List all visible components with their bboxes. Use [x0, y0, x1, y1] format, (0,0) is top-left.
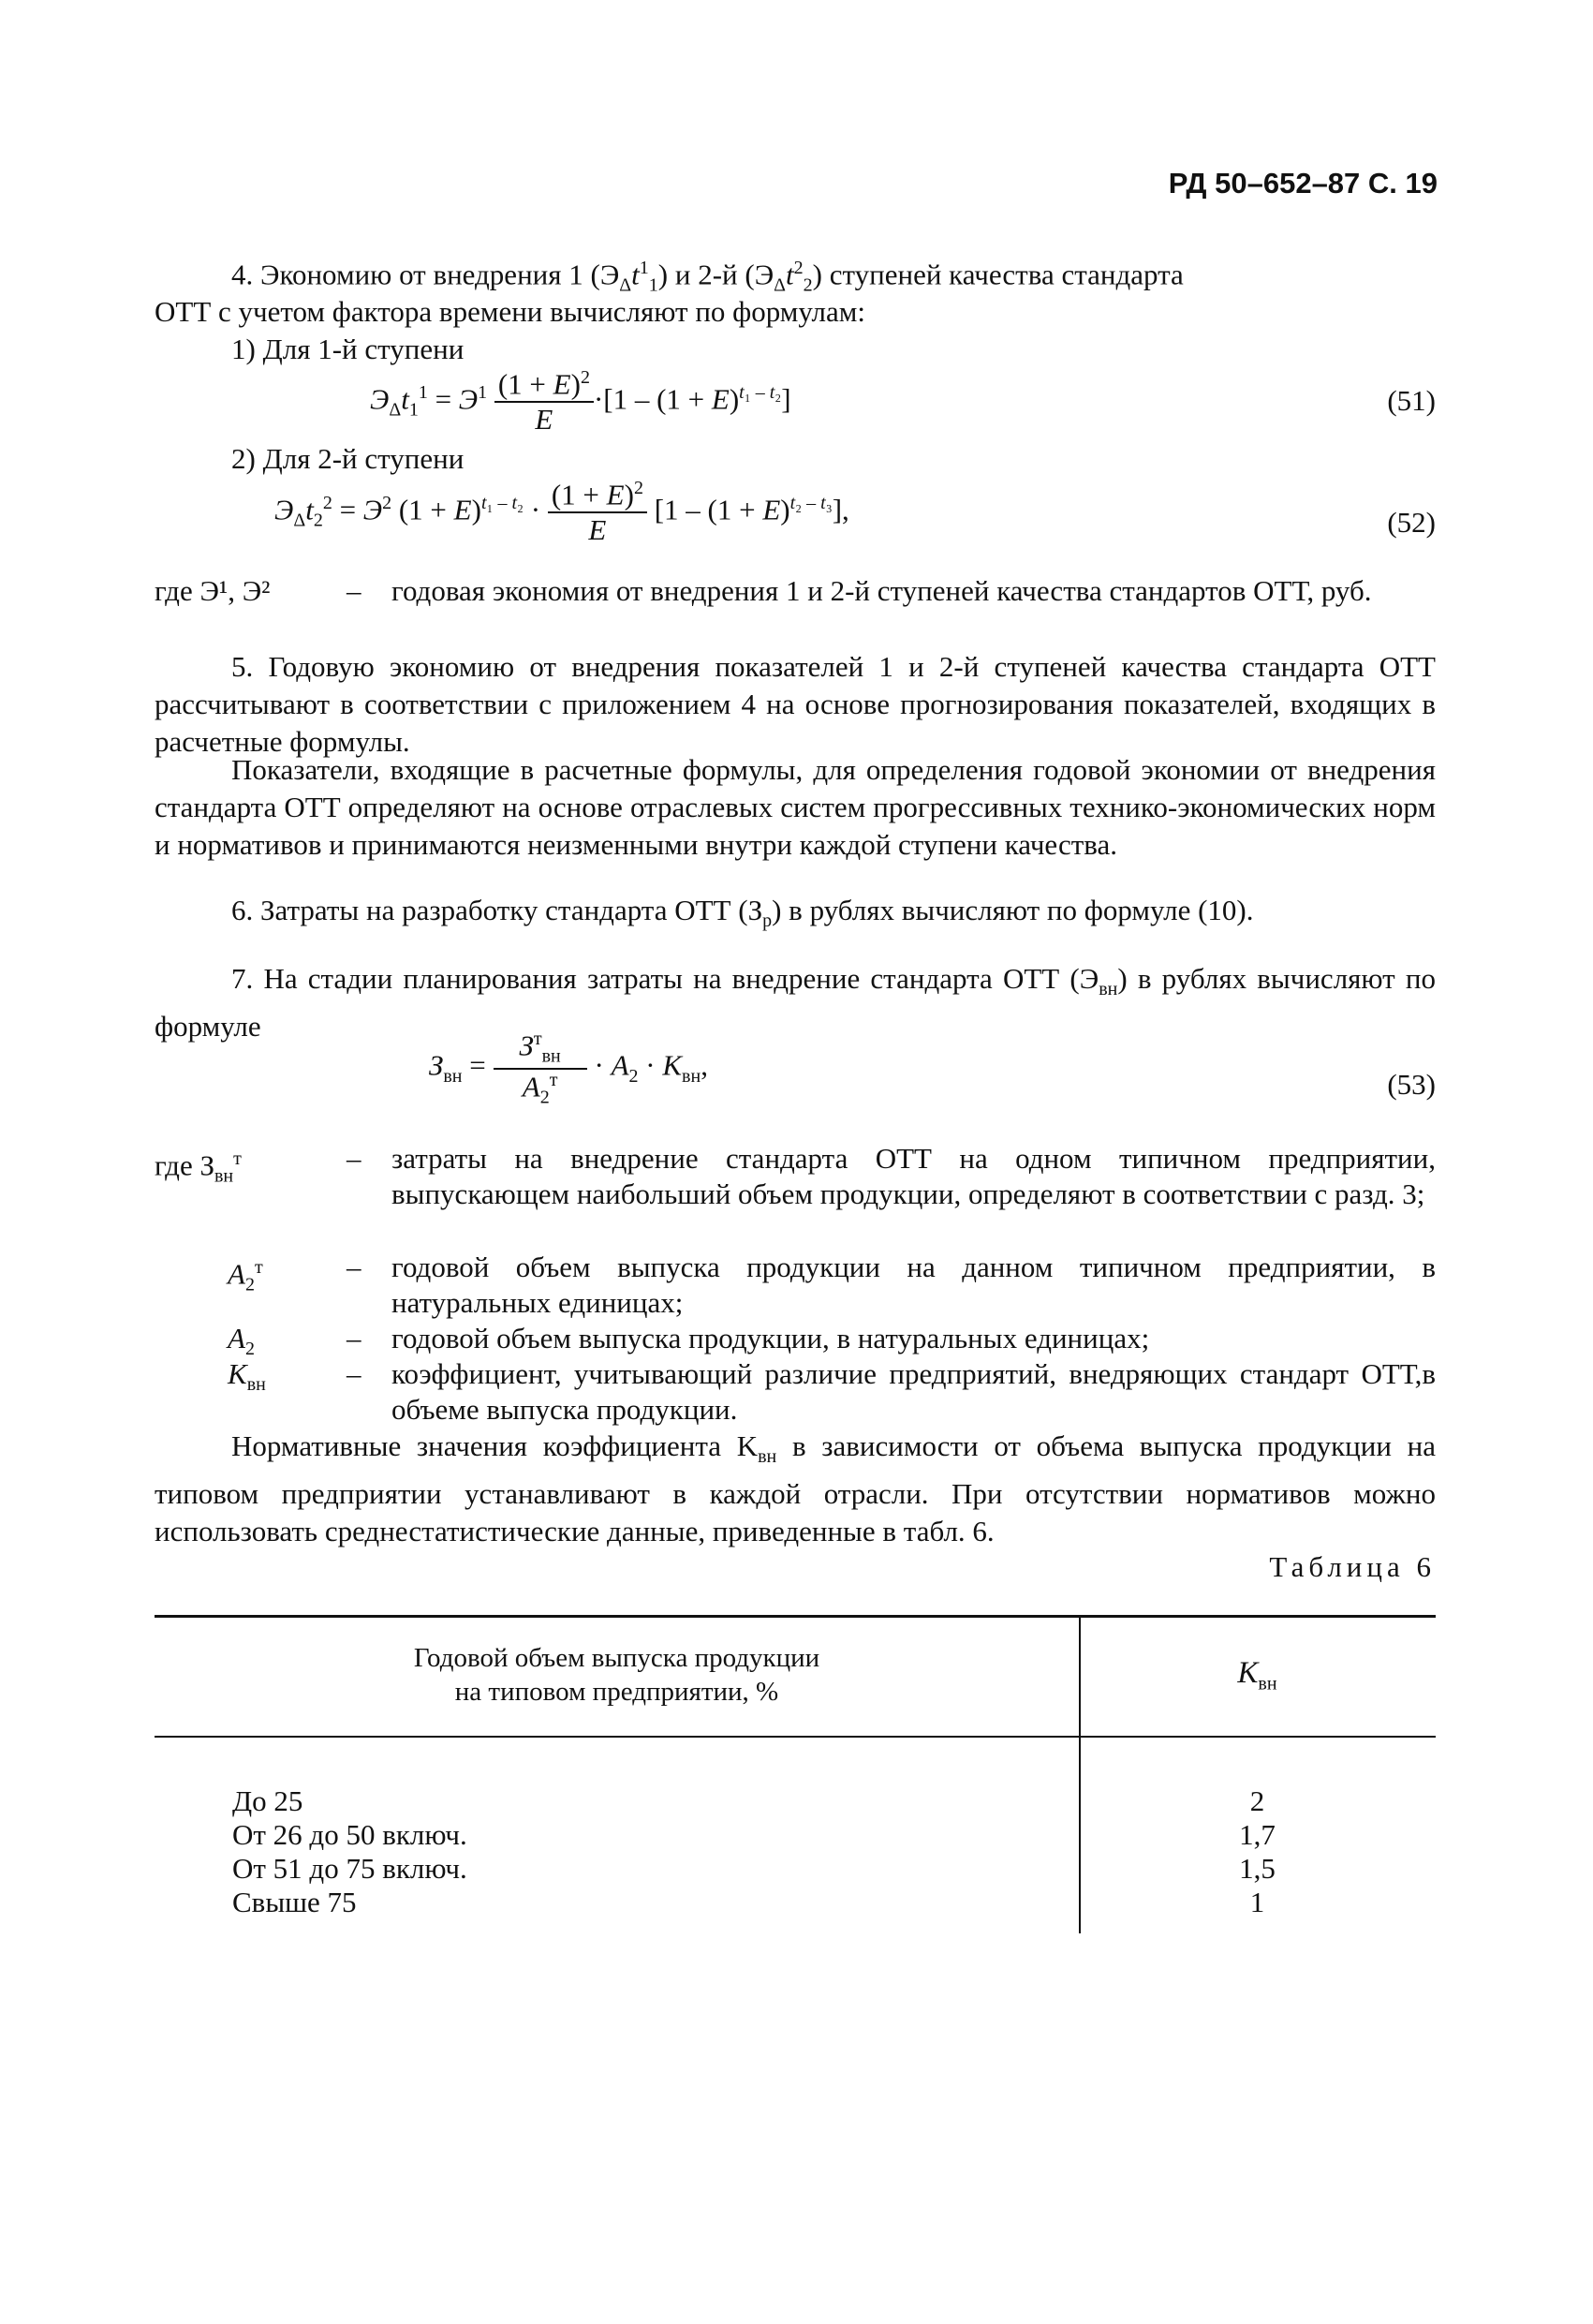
definition-symbol: где З: [155, 1148, 214, 1182]
definition-zvn: где $З_{вн}^т$ – затраты на внедрение стандарта ОТТ на одном типичном предприятии, выпускающем наибольший объем продукции, определяют в соответствии с разд. 3;: [155, 1142, 1436, 1210]
table-cell-range: До 25: [232, 1784, 303, 1817]
definition-text: годовая экономия от внедрения 1 и 2-й ступеней качества стандартов ОТТ, руб.: [391, 574, 1372, 607]
table-cell-k: 2: [1249, 1784, 1265, 1817]
table-cell-range: Свыше 75: [232, 1886, 357, 1918]
equation-52: $Э_\Delta t_2^2 = Э^2$ $(1 + E)^{t_1 - t_2}$ · $\frac{(1 + E)^2}{E}$ $[1 - (1 + E)^{t_2 - t_3}]$,: [274, 478, 849, 547]
table-header-volume: Годовой объем выпуска продукции на типовом предприятии, %: [413, 1643, 820, 1707]
table-cell-k: 1,5: [1239, 1852, 1276, 1885]
table-row: [0, 1852, 1593, 1886]
eq52-number: (52): [1387, 506, 1436, 539]
para6: 6. Затраты на разработку стандарта ОТТ $(З_р)$ в рублях вычисляют по формуле (10).: [231, 894, 1254, 932]
definition-a2t: $A_2^т$ – годовой объем выпуска продукции на данном типичном предприятии, в натуральных единицах;: [228, 1251, 1436, 1319]
table-row: [0, 1886, 1593, 1919]
table-top-rule: [155, 1615, 1436, 1618]
eq53-number: (53): [1387, 1068, 1436, 1101]
table-cell-range: От 26 до 50 включ.: [232, 1818, 467, 1851]
table-cell-k: 1: [1249, 1886, 1265, 1918]
para5: 5. Годовую экономию от внедрения показателей 1 и 2-й ступеней качества стандарта ОТТ рассчитывают в соответствии с приложением 4 на основе прогнозирования показателей, входящих в расчетные формулы.: [155, 650, 1436, 758]
equation-53: $З_{вн}$ = $\frac{З^т_{вн}}{A_2^т}$ · $A_2 \cdot K_{вн}$,: [429, 1029, 708, 1108]
para4-line2: ОТТ с учетом фактора времени вычисляют по формулам:: [155, 295, 865, 328]
definition-a2: $A_2$ – годовой объем выпуска продукции, в натуральных единицах;: [155, 1321, 1436, 1356]
para-normative: Нормативные значения коэффициента $K_{вн}$ в зависимости от объема выпуска продукции на типовом предприятии устанавливают в каждой отрасли. При отсутствии нормативов можно использовать среднестатистические данные, приведенные в табл. 6.: [155, 1429, 1436, 1548]
definition-text: годовой объем выпуска продукции, в натуральных единицах;: [391, 1322, 1150, 1354]
table-cell-k: 1,7: [1239, 1818, 1276, 1851]
definition-symbol: K: [228, 1357, 247, 1390]
eq51-number: (51): [1387, 384, 1436, 417]
table-header-rule: [155, 1736, 1436, 1738]
definition-text: коэффициент, учитывающий различие предприятий, внедряющих стандарт ОТТ,в объеме выпуска продукции.: [391, 1357, 1436, 1426]
definition-symbol: A: [228, 1322, 245, 1354]
definition-symbol: где Э¹, Э²: [155, 574, 271, 607]
step2-label: 2) Для 2-й ступени: [231, 442, 465, 475]
para7: 7. На стадии планирования затраты на внедрение стандарта ОТТ $(Э_{вн})$ в рублях вычисляют по формуле: [155, 962, 1436, 1044]
table-cell-range: От 51 до 75 включ.: [232, 1852, 467, 1885]
table-row: [0, 1784, 1593, 1818]
definition-symbol: A: [228, 1257, 245, 1291]
definition-text: затраты на внедрение стандарта ОТТ на одном типичном предприятии, выпускающем наибольший объем продукции, определяют в соответствии с разд. 3;: [391, 1142, 1436, 1210]
para4-line1: 4. Экономию от внедрения 1 $(Э_\Delta t^1_1)$ и 2-й $(Э_\Delta t^2_2)$ ступеней качества стандарта: [231, 258, 1184, 296]
definition-text: годовой объем выпуска продукции на данном типичном предприятии, в натуральных единицах;: [391, 1251, 1436, 1319]
definition-e1-e2: где Э¹, Э² – годовая экономия от внедрения 1 и 2-й ступеней качества стандартов ОТТ, руб.: [155, 573, 1436, 648]
equation-51: $Э_\Delta t_1^1 = Э^1$ $\frac{(1 + E)^2}{E}$ $\cdot[1 - (1 + E)^{t_1 - t_2}]$: [370, 367, 791, 437]
definition-kvn: $K_{вн}$ – коэффициент, учитывающий различие предприятий, внедряющих стандарт ОТТ,в объеме выпуска продукции.: [228, 1357, 1436, 1426]
table-row: [0, 1818, 1593, 1852]
para-indicators: Показатели, входящие в расчетные формулы, для определения годовой экономии от внедрения стандарта ОТТ определяют на основе отраслевых систем прогрессивных технико-экономических норм и нормативов и принимаются неизменными внутри каждой ступени качества.: [155, 753, 1436, 861]
table-header-kvn: $K_{вн}$: [1237, 1656, 1277, 1695]
step1-label: 1) Для 1-й ступени: [231, 333, 465, 365]
table-caption: Таблица 6: [1269, 1550, 1436, 1583]
page-header: РД 50–652–87 С. 19: [1168, 167, 1438, 200]
